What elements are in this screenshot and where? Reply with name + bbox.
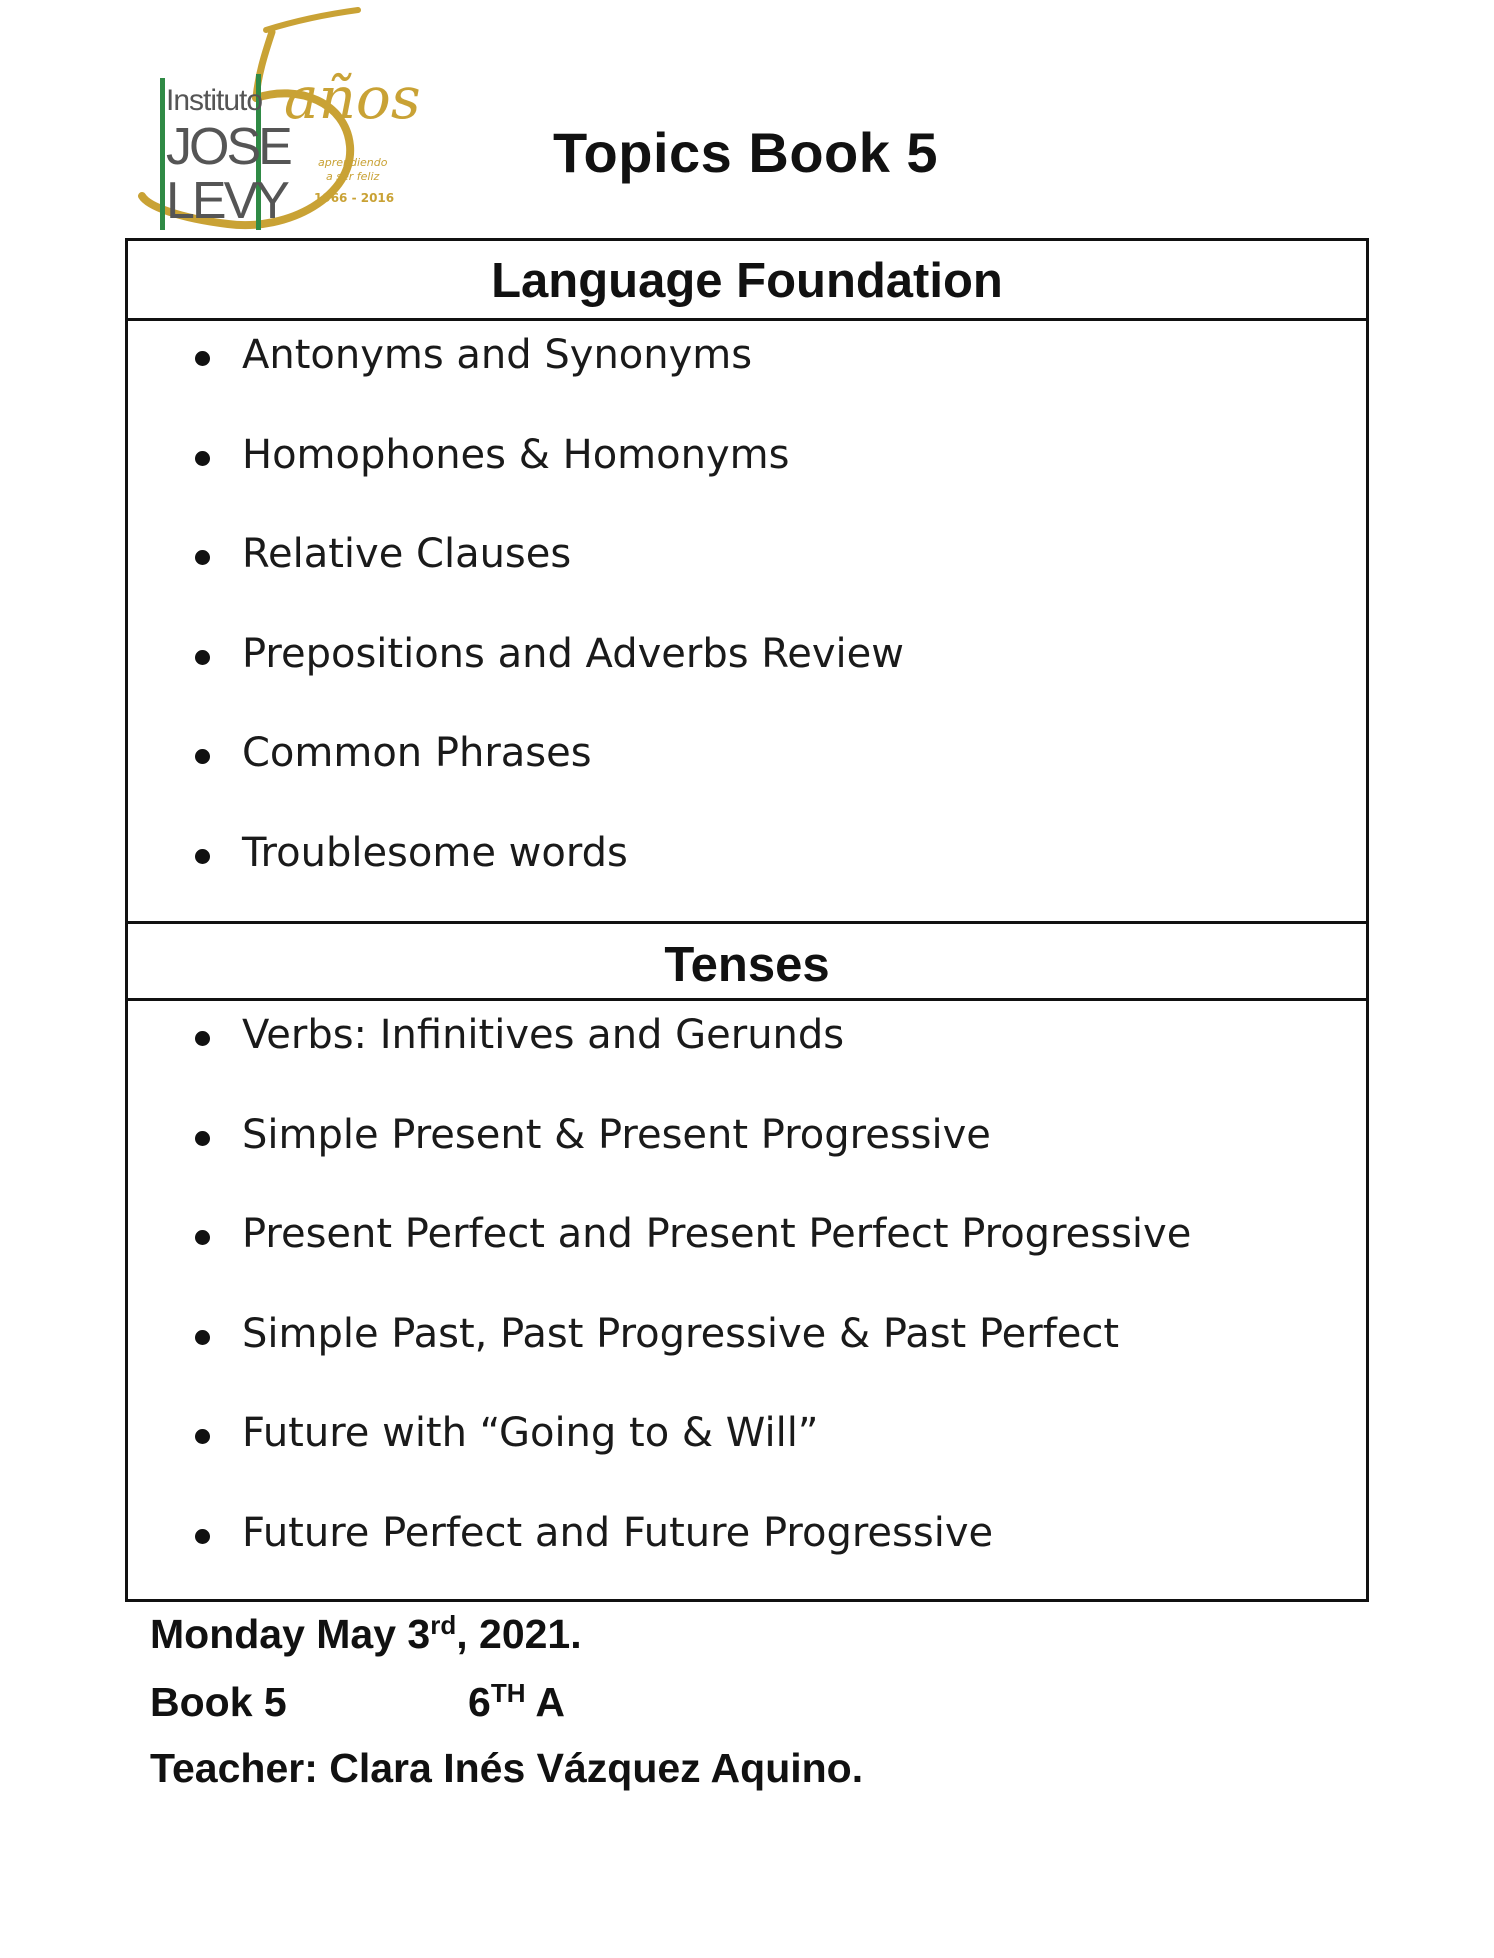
topics-table	[125, 238, 1369, 1602]
list-item: Common Phrases	[128, 719, 1366, 819]
logo-text-instituto: Instituto	[166, 84, 263, 117]
list-item: Present Perfect and Present Perfect Progressive	[128, 1200, 1366, 1300]
list-item: Prepositions and Adverbs Review	[128, 620, 1366, 720]
bullet-icon	[195, 1429, 210, 1444]
bullet-icon	[195, 1031, 210, 1046]
bullet-icon	[195, 1131, 210, 1146]
section-heading-tenses: Tenses	[128, 921, 1366, 1001]
tenses-list	[128, 1001, 1366, 1598]
logo-text-jose: JOSE	[166, 118, 290, 176]
list-item: Relative Clauses	[128, 520, 1366, 620]
school-logo	[138, 6, 468, 238]
list-item: Future with “Going to & Will”	[128, 1399, 1366, 1499]
footer-date: Monday May 3rd, 2021.	[150, 1610, 582, 1657]
bullet-icon	[195, 749, 210, 764]
list-item: Future Perfect and Future Progressive	[128, 1499, 1366, 1599]
logo-text-years: 1966 - 2016	[314, 191, 395, 205]
bullet-icon	[195, 550, 210, 565]
footer-teacher: Teacher: Clara Inés Vázquez Aquino.	[150, 1745, 864, 1791]
logo-text-anos: años	[284, 64, 421, 132]
page-title: Topics Book 5	[553, 121, 939, 184]
bullet-icon	[195, 650, 210, 665]
book-label: Book 5	[150, 1679, 287, 1725]
bullet-icon	[195, 1330, 210, 1345]
list-item: Simple Past, Past Progressive & Past Perfect	[128, 1300, 1366, 1400]
bullet-icon	[195, 1529, 210, 1544]
list-item: Homophones & Homonyms	[128, 421, 1366, 521]
logo-text-motto-2: a ser feliz	[326, 170, 380, 183]
bullet-icon	[195, 351, 210, 366]
language-foundation-list	[128, 321, 1366, 918]
list-item: Verbs: Infinitives and Gerunds	[128, 1001, 1366, 1101]
list-item: Antonyms and Synonyms	[128, 321, 1366, 421]
bullet-icon	[195, 451, 210, 466]
group-label: 6TH A	[468, 1678, 565, 1725]
list-item: Simple Present & Present Progressive	[128, 1101, 1366, 1201]
list-item: Troublesome words	[128, 819, 1366, 919]
logo-text-levy: LEVY	[166, 172, 287, 230]
bullet-icon	[195, 1230, 210, 1245]
section-heading-language-foundation: Language Foundation	[128, 241, 1366, 321]
footer-book-group	[150, 1676, 565, 1728]
logo-text-motto-1: aprendiendo	[318, 156, 388, 169]
bullet-icon	[195, 849, 210, 864]
